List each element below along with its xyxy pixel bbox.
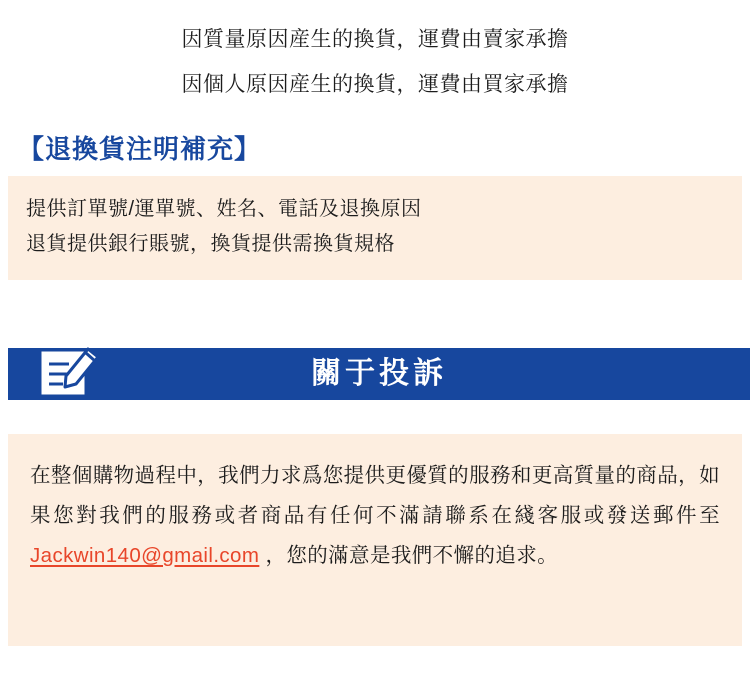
return-note-box	[8, 176, 742, 280]
pencil-note-icon	[36, 336, 102, 402]
complaint-text-box	[8, 434, 742, 646]
return-policy-lines	[0, 0, 750, 107]
complaint-banner	[0, 336, 750, 402]
policy-line: 因個人原因産生的換貨，運費由買家承擔	[181, 72, 569, 96]
policy-line: 因質量原因産生的換貨，運費由賣家承擔	[181, 28, 569, 51]
banner-title: 關于投訴	[311, 357, 447, 391]
complaint-text-before-email: 在整個購物過程中，我們力求爲您提供更優質的服務和更高質量的商品，如果您對我們的服務或者商品有任何不滿請聯系在綫客服或發送郵件至	[30, 464, 720, 528]
complaint-text-after-email: ，您的滿意是我們不懈的追求。	[259, 544, 559, 568]
return-note-heading: 【退換貨注明補充】	[18, 134, 262, 165]
note-line: 提供訂單號/運單號、姓名、電話及退換原因	[26, 198, 422, 221]
support-email-link[interactable]: Jackwin140@gmail.com	[30, 544, 260, 568]
note-line: 退貨提供銀行賬號，換貨提供需換貨規格	[26, 233, 395, 256]
complaint-paragraph	[30, 456, 720, 576]
